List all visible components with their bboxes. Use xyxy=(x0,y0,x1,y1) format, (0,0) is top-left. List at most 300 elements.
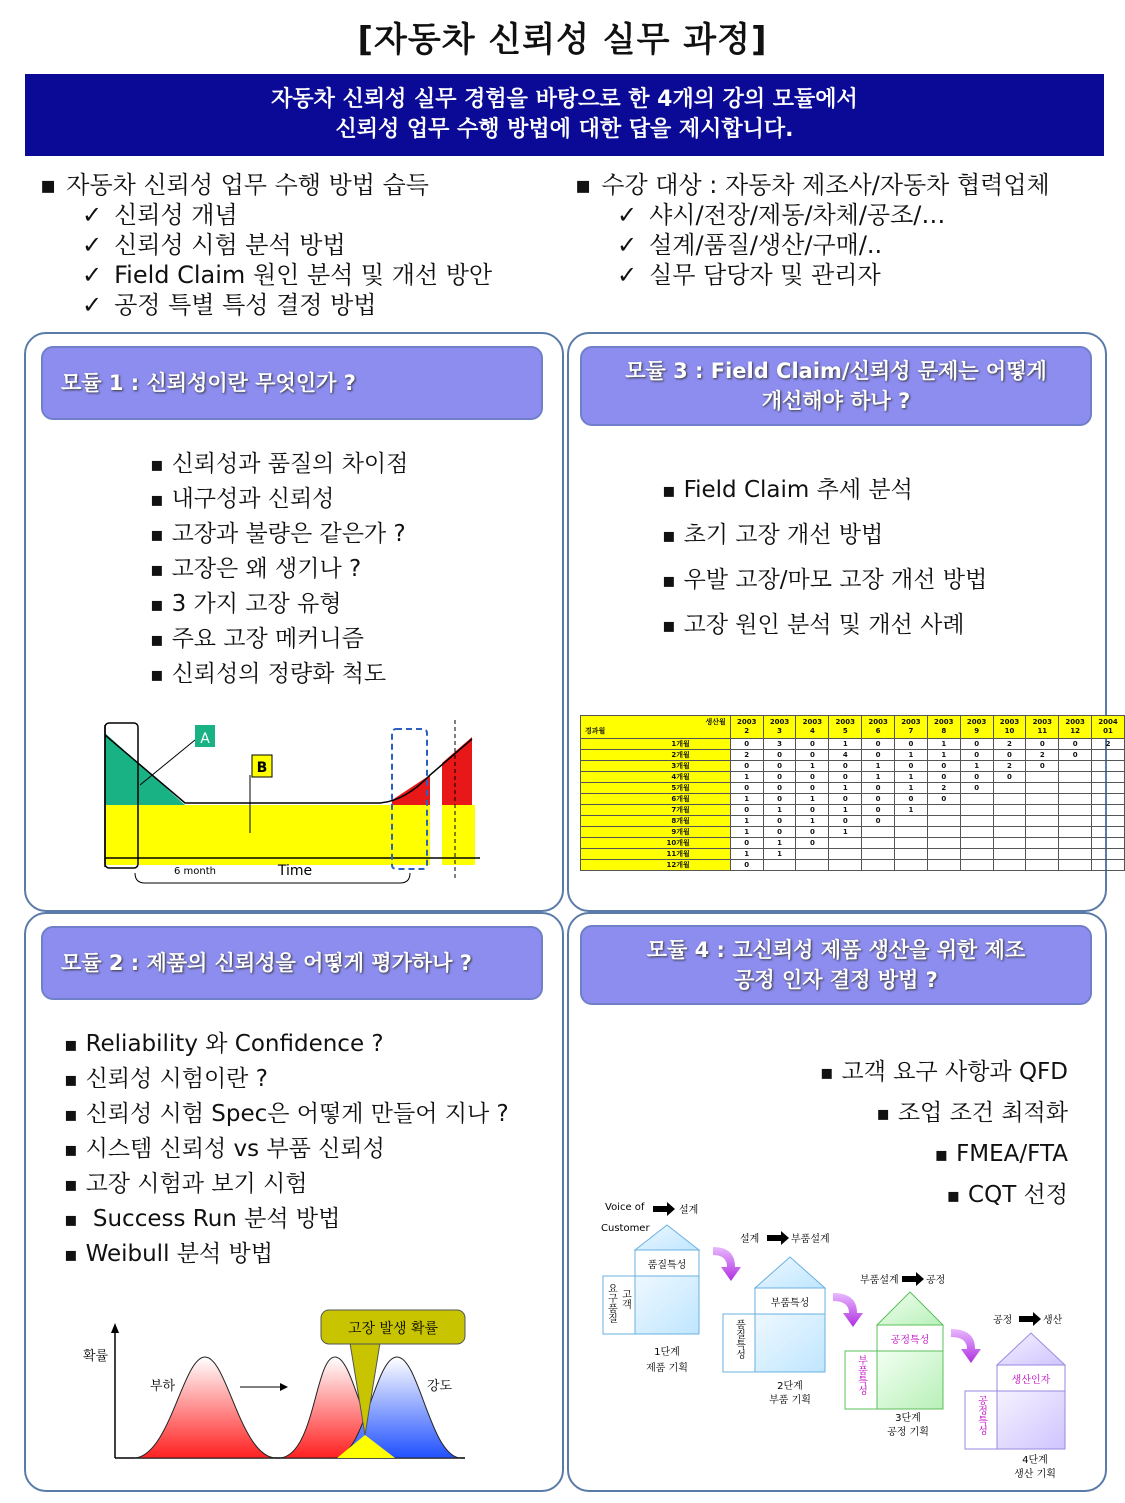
table-cell: 0 xyxy=(960,739,993,750)
table-cell: 0 xyxy=(796,783,829,794)
table-cell xyxy=(1092,860,1125,871)
arrow-label: 부품설계 xyxy=(860,1275,899,1286)
list-item: ▪ 고장 시험과 보기 시험 xyxy=(64,1167,509,1202)
table-row xyxy=(581,750,1125,761)
column-year: 2003 xyxy=(901,718,921,726)
table-cell xyxy=(862,849,895,860)
module-2-title xyxy=(41,926,543,1000)
arrow-label: 생산 xyxy=(1043,1315,1063,1326)
table-cell: 0 xyxy=(862,750,895,761)
table-cell xyxy=(993,849,1026,860)
column-month: 4 xyxy=(809,727,815,735)
table-cell xyxy=(993,783,1026,794)
module-3-title-line-2: 개선해야 하나 ? xyxy=(761,389,911,413)
shift-arrow-head xyxy=(280,1383,288,1391)
column-month: 11 xyxy=(1037,727,1048,735)
time-label: Time xyxy=(277,863,313,879)
table-cell: 1 xyxy=(862,772,895,783)
label-a-leader xyxy=(140,740,195,785)
column-month: 5 xyxy=(842,727,848,735)
column-month: 2 xyxy=(744,727,750,735)
column-year: 2003 xyxy=(1032,718,1053,726)
table-cell xyxy=(1092,783,1125,794)
column-month: 6 xyxy=(875,727,881,735)
column-header xyxy=(862,716,895,739)
table-cell: 0 xyxy=(730,761,763,772)
table-cell: 2 xyxy=(1026,750,1059,761)
table-cell xyxy=(862,838,895,849)
table-cell: 0 xyxy=(862,816,895,827)
list-item: ▪ FMEA/FTA xyxy=(820,1134,1068,1175)
module-3-list xyxy=(662,468,987,648)
list-item: ▪ 고장은 왜 생기나 ? xyxy=(150,552,408,587)
row-label: 1개월 xyxy=(581,739,731,750)
column-header xyxy=(1059,716,1092,739)
table-cell: 0 xyxy=(730,739,763,750)
table-cell: 0 xyxy=(927,761,960,772)
table-cell: 1 xyxy=(763,838,796,849)
row-label: 4개월 xyxy=(581,772,731,783)
table-cell xyxy=(796,860,829,871)
house-2-side-label: 품질특성 xyxy=(733,1319,745,1359)
table-cell xyxy=(1092,794,1125,805)
module-1-title xyxy=(41,346,543,420)
table-cell xyxy=(927,849,960,860)
column-year: 2003 xyxy=(835,718,855,726)
table-cell: 0 xyxy=(1026,739,1059,750)
house-3-side-label: 부품특성 xyxy=(855,1355,867,1395)
table-row xyxy=(581,805,1125,816)
flow-arrow xyxy=(951,1329,981,1363)
table-cell xyxy=(1059,783,1092,794)
flow-arrow xyxy=(713,1247,741,1281)
table-cell xyxy=(993,805,1026,816)
table-cell xyxy=(960,794,993,805)
column-header xyxy=(927,716,960,739)
row-label: 9개월 xyxy=(581,827,731,838)
table-cell: 1 xyxy=(829,783,862,794)
list-item: ▪ CQT 선정 xyxy=(820,1175,1068,1216)
house-4-name: 생산 기획 xyxy=(1014,1469,1056,1480)
table-cell xyxy=(1026,794,1059,805)
table-cell: 1 xyxy=(862,761,895,772)
table-cell xyxy=(1059,816,1092,827)
house-2-roof xyxy=(755,1257,825,1288)
table-row xyxy=(581,761,1125,772)
table-cell: 0 xyxy=(927,772,960,783)
row-label: 11개월 xyxy=(581,849,731,860)
list-item: ▪ Weibull 분석 방법 xyxy=(64,1237,509,1272)
left-intro xyxy=(40,170,492,320)
list-item: ▪ 조업 조건 최적화 xyxy=(820,1093,1068,1134)
column-header xyxy=(796,716,829,739)
table-cell xyxy=(1059,827,1092,838)
table-cell: 0 xyxy=(796,772,829,783)
table-cell xyxy=(993,827,1026,838)
table-cell xyxy=(1092,772,1125,783)
check-item: ✓ 신뢰성 개념 xyxy=(40,200,492,230)
table-row xyxy=(581,827,1125,838)
load-label: 부하 xyxy=(150,1379,176,1394)
module-2-list xyxy=(64,1027,509,1272)
table-cell xyxy=(1026,805,1059,816)
table-cell: 1 xyxy=(895,783,928,794)
house-2-name: 부품 기획 xyxy=(769,1395,811,1406)
list-item: ▪ 고장과 불량은 같은가 ? xyxy=(150,517,408,552)
house-3-stage: 3단계 xyxy=(895,1413,921,1424)
table-cell: 2 xyxy=(1092,739,1125,750)
table-cell xyxy=(960,816,993,827)
module-2-title-text: 모듈 2 : 제품의 신뢰성을 어떻게 평가하나 ? xyxy=(61,951,472,975)
table-cell: 1 xyxy=(927,750,960,761)
table-cell: 0 xyxy=(730,838,763,849)
y-axis-arrow xyxy=(111,1323,119,1333)
table-row xyxy=(581,860,1125,871)
table-cell xyxy=(1059,849,1092,860)
table-cell: 0 xyxy=(862,739,895,750)
table-cell xyxy=(1026,827,1059,838)
page-title: [자동차 신뢰성 실무 과정] xyxy=(357,20,768,60)
arrow-label: 설계 xyxy=(679,1205,699,1216)
column-header xyxy=(763,716,796,739)
row-label: 2개월 xyxy=(581,750,731,761)
table-cell xyxy=(1092,761,1125,772)
table-cell: 0 xyxy=(862,783,895,794)
table-cell xyxy=(1059,794,1092,805)
bathtub-curve-figure xyxy=(100,715,490,895)
table-cell: 0 xyxy=(796,739,829,750)
table-cell xyxy=(1059,838,1092,849)
list-item: ▪ 고장 원인 분석 및 개선 사례 xyxy=(662,603,987,648)
column-month: 12 xyxy=(1070,727,1081,735)
row-label: 8개월 xyxy=(581,816,731,827)
module-4-title-line-2: 공정 인자 결정 방법 ? xyxy=(734,968,938,992)
house-4-body xyxy=(997,1391,1065,1449)
list-item: ▪ 신뢰성의 정량화 척도 xyxy=(150,657,408,692)
six-month-label: 6 month xyxy=(174,866,216,877)
table-cell: 1 xyxy=(927,739,960,750)
table-cell xyxy=(1092,849,1125,860)
check-item: ✓ Field Claim 원인 분석 및 개선 방안 xyxy=(40,260,492,290)
table-row xyxy=(581,794,1125,805)
table-cell: 1 xyxy=(763,849,796,860)
table-cell: 0 xyxy=(829,772,862,783)
house-4-stage: 4단계 xyxy=(1022,1455,1048,1466)
column-header xyxy=(829,716,862,739)
column-month: 10 xyxy=(1004,727,1015,735)
table-cell: 0 xyxy=(829,794,862,805)
table-cell xyxy=(1026,783,1059,794)
table-cell: 0 xyxy=(862,805,895,816)
table-cell: 0 xyxy=(730,860,763,871)
column-header xyxy=(1026,716,1059,739)
house-1-roof-label: 품질특성 xyxy=(647,1260,687,1271)
table-cell: 1 xyxy=(796,761,829,772)
house-2-body xyxy=(755,1314,825,1372)
column-header xyxy=(993,716,1026,739)
table-cell: 0 xyxy=(829,816,862,827)
check-item: ✓ 설계/품질/생산/구매/.. xyxy=(575,230,1050,260)
column-month: 7 xyxy=(908,727,914,735)
table-cell xyxy=(960,827,993,838)
table-cell xyxy=(1092,838,1125,849)
voc-label-1: Voice of xyxy=(605,1202,645,1213)
table-cell: 1 xyxy=(829,827,862,838)
table-cell xyxy=(1092,816,1125,827)
table-cell: 1 xyxy=(730,816,763,827)
table-cell: 1 xyxy=(895,772,928,783)
table-cell: 0 xyxy=(763,750,796,761)
arrow-icon xyxy=(902,1272,924,1286)
table-cell: 4 xyxy=(829,750,862,761)
table-cell xyxy=(1059,805,1092,816)
column-year: 2003 xyxy=(934,718,954,726)
table-cell: 3 xyxy=(763,739,796,750)
row-label: 7개월 xyxy=(581,805,731,816)
table-cell xyxy=(829,849,862,860)
banner-line-2: 신뢰성 업무 수행 방법에 대한 답을 제시합니다. xyxy=(335,117,794,142)
house-1-side-label: 고객 xyxy=(619,1289,631,1309)
table-row xyxy=(581,772,1125,783)
table-cell: 0 xyxy=(730,805,763,816)
house-1-side-label-2: 요구품질 xyxy=(605,1283,617,1323)
table-cell xyxy=(895,838,928,849)
check-item: ✓ 공정 특별 특성 결정 방법 xyxy=(40,290,492,320)
table-cell xyxy=(1092,827,1125,838)
table-cell xyxy=(960,838,993,849)
table-cell: 0 xyxy=(796,838,829,849)
house-4-roof-label: 생산인자 xyxy=(1011,1375,1051,1386)
callout-label: 고장 발생 확률 xyxy=(347,1321,439,1337)
table-cell xyxy=(927,816,960,827)
table-cell xyxy=(993,816,1026,827)
table-cell: 0 xyxy=(796,827,829,838)
label-b: B xyxy=(256,760,268,776)
table-cell: 0 xyxy=(763,772,796,783)
table-cell: 0 xyxy=(829,761,862,772)
y-axis-label: 확률 xyxy=(83,1349,109,1364)
table-cell xyxy=(895,816,928,827)
table-corner xyxy=(581,716,731,739)
check-item: ✓ 실무 담당자 및 관리자 xyxy=(575,260,1050,290)
column-year: 2003 xyxy=(999,718,1020,726)
table-cell xyxy=(927,805,960,816)
table-cell xyxy=(1092,750,1125,761)
module-3-title xyxy=(580,346,1092,426)
table-cell: 2 xyxy=(993,739,1026,750)
table-cell: 0 xyxy=(927,794,960,805)
table-cell xyxy=(1026,772,1059,783)
arrow-label: 부품설계 xyxy=(791,1234,830,1245)
table-cell: 1 xyxy=(829,805,862,816)
table-cell: 2 xyxy=(927,783,960,794)
list-item: ▪ 주요 고장 메커니즘 xyxy=(150,622,408,657)
table-cell xyxy=(993,794,1026,805)
table-cell xyxy=(829,860,862,871)
list-item: ▪ Success Run 분석 방법 xyxy=(64,1202,509,1237)
table-cell: 0 xyxy=(763,816,796,827)
table-cell: 0 xyxy=(960,783,993,794)
table-cell xyxy=(895,849,928,860)
column-year: 2003 xyxy=(769,718,790,726)
table-row xyxy=(581,783,1125,794)
table-cell xyxy=(1026,849,1059,860)
table-cell xyxy=(1026,860,1059,871)
table-cell: 1 xyxy=(895,805,928,816)
right-intro-heading: ▪ 수강 대상 : 자동차 제조사/자동차 협력업체 xyxy=(575,170,1050,200)
list-item: ▪ Field Claim 추세 분석 xyxy=(662,468,987,513)
table-cell xyxy=(927,827,960,838)
module-1-title-text: 모듈 1 : 신뢰성이란 무엇인가 ? xyxy=(61,371,356,395)
wearout-region xyxy=(392,775,430,805)
row-label: 6개월 xyxy=(581,794,731,805)
arrow-label: 공정 xyxy=(993,1315,1013,1326)
table-cell xyxy=(993,860,1026,871)
table-cell: 0 xyxy=(895,794,928,805)
intro-banner xyxy=(25,74,1104,156)
house-3-roof-label: 공정특성 xyxy=(890,1335,930,1346)
house-3-roof xyxy=(877,1292,943,1325)
qfd-houses-figure xyxy=(595,1195,1095,1485)
table-cell: 0 xyxy=(763,761,796,772)
table-cell: 0 xyxy=(796,805,829,816)
table-header-row xyxy=(581,716,1125,739)
column-month: 8 xyxy=(941,727,947,735)
label-a: A xyxy=(200,731,210,747)
module-3-title-line-1: 모듈 3 : Field Claim/신뢰성 문제는 어떻게 xyxy=(625,359,1047,383)
arrow-label: 설계 xyxy=(740,1234,760,1245)
table-cell: 1 xyxy=(730,772,763,783)
house-1-stage: 1단계 xyxy=(654,1347,680,1358)
table-cell xyxy=(960,849,993,860)
table-cell: 0 xyxy=(993,750,1026,761)
table-cell xyxy=(862,827,895,838)
right-intro xyxy=(575,170,1050,290)
table-cell: 1 xyxy=(829,739,862,750)
flow-arrow xyxy=(833,1293,863,1327)
voc-label-2: Customer xyxy=(601,1223,650,1234)
list-item: ▪ 초기 고장 개선 방법 xyxy=(662,513,987,558)
gap xyxy=(430,805,442,865)
module-1-list xyxy=(150,447,408,692)
row-label: 3개월 xyxy=(581,761,731,772)
table-cell: 0 xyxy=(960,772,993,783)
column-header xyxy=(895,716,928,739)
table-cell: 1 xyxy=(796,794,829,805)
table-cell: 0 xyxy=(895,739,928,750)
table-row xyxy=(581,816,1125,827)
house-3-body xyxy=(877,1351,943,1409)
table-cell xyxy=(960,860,993,871)
check-item: ✓ 신뢰성 시험 분석 방법 xyxy=(40,230,492,260)
row-label: 12개월 xyxy=(581,860,731,871)
table-cell: 0 xyxy=(763,794,796,805)
house-2-roof-label: 부품특성 xyxy=(770,1298,810,1309)
list-item: ▪ 신뢰성 시험 Spec은 어떻게 만들어 지나 ? xyxy=(64,1097,509,1132)
column-year: 2003 xyxy=(736,718,757,726)
arrow-icon xyxy=(653,1202,675,1216)
row-label: 10개월 xyxy=(581,838,731,849)
table-cell: 1 xyxy=(763,805,796,816)
table-cell xyxy=(1026,816,1059,827)
load-distribution xyxy=(135,1357,275,1458)
list-item: ▪ 시스템 신뢰성 vs 부품 신뢰성 xyxy=(64,1132,509,1167)
list-item: ▪ 3 가지 고장 유형 xyxy=(150,587,408,622)
column-header xyxy=(730,716,763,739)
column-month: 01 xyxy=(1103,727,1113,735)
table-cell: 0 xyxy=(730,783,763,794)
banner-line-1: 자동차 신뢰성 실무 경험을 바탕으로 한 4개의 강의 모듈에서 xyxy=(271,87,858,112)
column-header xyxy=(1092,716,1125,739)
table-cell: 1 xyxy=(895,750,928,761)
list-item: ▪ 우발 고장/마모 고장 개선 방법 xyxy=(662,558,987,603)
table-cell: 1 xyxy=(730,794,763,805)
list-item: ▪ 신뢰성 시험이란 ? xyxy=(64,1062,509,1097)
check-item: ✓ 샤시/전장/제동/차체/공조/… xyxy=(575,200,1050,230)
house-3-name: 공정 기획 xyxy=(887,1427,929,1438)
house-2-stage: 2단계 xyxy=(777,1381,803,1392)
claim-table-wrap xyxy=(580,715,1125,871)
table-cell: 0 xyxy=(862,794,895,805)
table-cell xyxy=(862,860,895,871)
module-4-title xyxy=(580,925,1092,1005)
table-cell xyxy=(993,838,1026,849)
table-cell: 1 xyxy=(730,849,763,860)
table-cell xyxy=(1059,772,1092,783)
list-item: ▪ 내구성과 신뢰성 xyxy=(150,482,408,517)
left-intro-heading: ▪ 자동차 신뢰성 업무 수행 방법 습득 xyxy=(40,170,492,200)
table-cell: 1 xyxy=(960,761,993,772)
corner-top-label: 생산월 xyxy=(705,718,726,726)
column-year: 2003 xyxy=(802,718,823,726)
column-year: 2003 xyxy=(1065,718,1085,726)
arrow-icon xyxy=(767,1231,789,1245)
house-1-body xyxy=(635,1276,699,1334)
stress-strength-figure xyxy=(75,1305,475,1470)
arrow-label: 공정 xyxy=(926,1275,946,1286)
column-month: 3 xyxy=(777,727,782,735)
table-cell: 0 xyxy=(960,750,993,761)
corner-bottom-label: 경과월 xyxy=(585,727,606,735)
table-cell xyxy=(1092,805,1125,816)
column-month: 9 xyxy=(974,727,980,735)
table-cell xyxy=(796,849,829,860)
house-1-name: 제품 기획 xyxy=(646,1363,688,1374)
list-item: ▪ Reliability 와 Confidence ? xyxy=(64,1027,509,1062)
useful-life-band xyxy=(105,805,475,865)
module-4-list xyxy=(820,1052,1068,1216)
table-cell: 0 xyxy=(1059,750,1092,761)
table-row xyxy=(581,849,1125,860)
table-cell: 0 xyxy=(763,827,796,838)
house-4-roof xyxy=(997,1333,1065,1365)
table-cell: 0 xyxy=(1059,739,1092,750)
column-year: 2004 xyxy=(1098,718,1118,726)
claim-table xyxy=(580,715,1125,871)
table-cell xyxy=(895,860,928,871)
table-cell: 1 xyxy=(730,827,763,838)
table-cell: 2 xyxy=(730,750,763,761)
list-item: ▪ 고객 요구 사항과 QFD xyxy=(820,1052,1068,1093)
table-cell: 2 xyxy=(993,761,1026,772)
table-cell xyxy=(927,860,960,871)
table-cell xyxy=(960,805,993,816)
table-cell xyxy=(829,838,862,849)
table-cell xyxy=(763,860,796,871)
arrow-icon xyxy=(1019,1312,1041,1326)
table-cell xyxy=(895,827,928,838)
house-4-side-label: 공정특성 xyxy=(975,1395,987,1435)
